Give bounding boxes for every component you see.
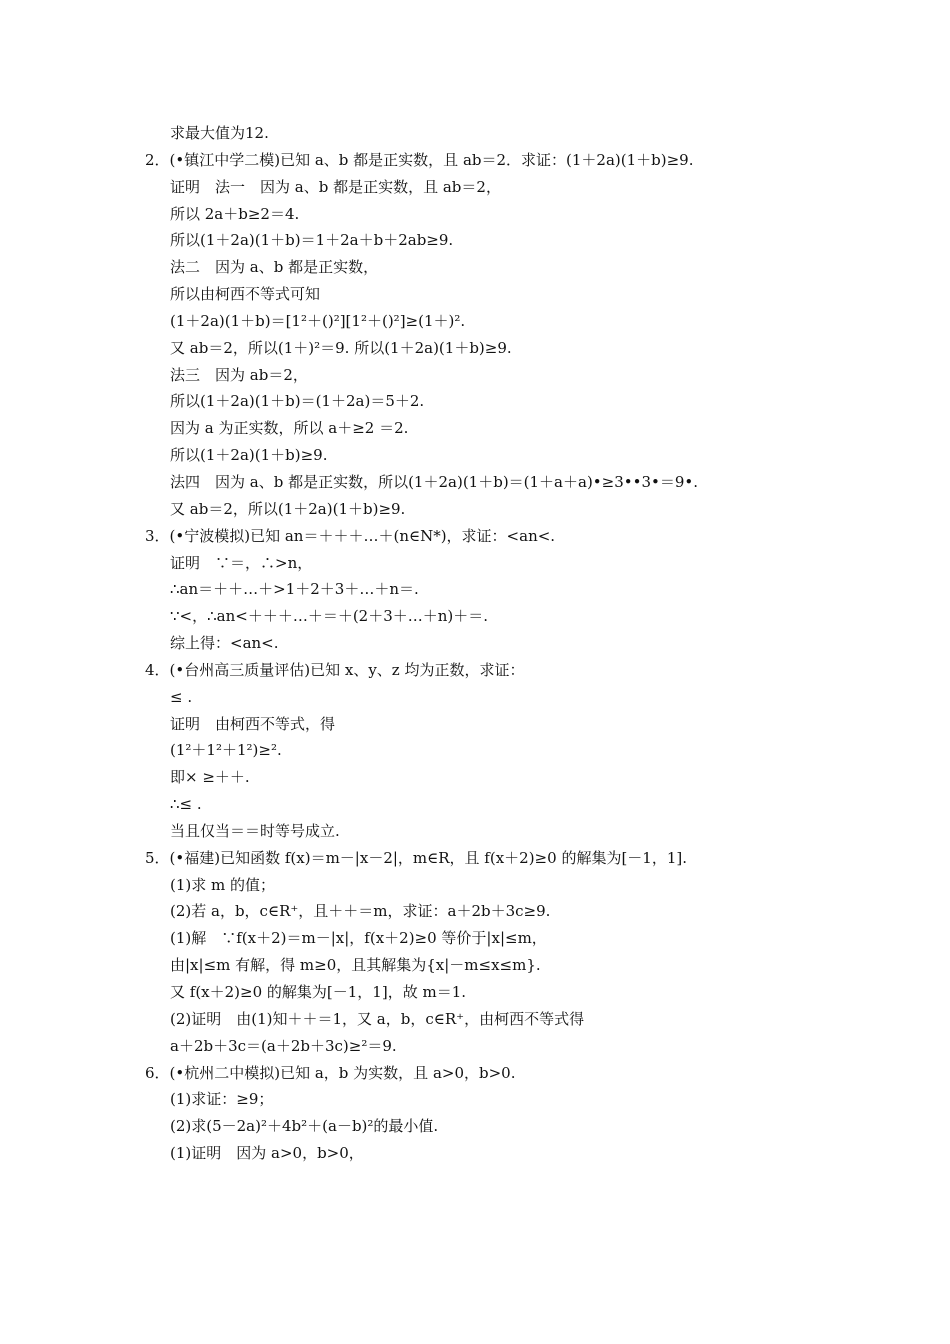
- text-line: 求最大值为12.: [170, 124, 269, 142]
- text-line: (1²＋1²＋1²)≥².: [170, 741, 282, 760]
- text-line: 即× ≥＋＋.: [170, 768, 250, 787]
- text-line: 法二 因为 a、b 都是正实数，: [170, 258, 379, 277]
- text-line: 又 ab＝2，所以(1＋)²＝9. 所以(1＋2a)(1＋b)≥9.: [170, 338, 512, 357]
- problem-heading: 5．(•福建)已知函数 f(x)＝m－|x－2|，m∈R，且 f(x＋2)≥0 的解集为[－1，1].: [145, 848, 688, 867]
- text-line: 当且仅当＝＝时等号成立.: [170, 821, 340, 840]
- text-line: 综上得：<an<.: [170, 634, 279, 653]
- text-line: 所以(1＋2a)(1＋b)＝1＋2a＋b＋2ab≥9.: [170, 231, 454, 250]
- text-line: 又 ab＝2，所以(1＋2a)(1＋b)≥9.: [170, 499, 406, 518]
- document-body: [145, 120, 890, 1167]
- text-line: (1)解 ∵f(x＋2)＝m－|x|，f(x＋2)≥0 等价于|x|≤m，: [170, 929, 547, 948]
- text-line: (2)求(5－2a)²＋4b²＋(a－b)²的最小值.: [170, 1117, 439, 1136]
- text-line: a＋2b＋3c＝(a＋2b＋3c)≥²＝9.: [170, 1036, 397, 1055]
- text-line: 证明 法一 因为 a、b 都是正实数，且 ab＝2，: [170, 177, 501, 196]
- text-line: ≤ .: [170, 687, 193, 706]
- text-line: ∵<，∴an<＋＋＋…＋＝＋(2＋3＋…＋n)＋＝.: [170, 607, 489, 626]
- text-line: (2)证明 由(1)知＋＋＝1，又 a，b，c∈R⁺，由柯西不等式得: [170, 1009, 585, 1028]
- text-line: 所以 2a＋b≥2＝4.: [170, 204, 300, 223]
- text-line: 所以(1＋2a)(1＋b)≥9.: [170, 446, 328, 465]
- text-line: (1)求证：≥9；: [170, 1090, 274, 1109]
- text-line: 所以(1＋2a)(1＋b)＝(1＋2a)＝5＋2.: [170, 392, 425, 411]
- text-line: (1＋2a)(1＋b)＝[1²＋()²][1²＋()²]≥(1＋)².: [170, 311, 466, 330]
- text-line: 证明 由柯西不等式，得: [170, 714, 336, 733]
- text-line: (1)证明 因为 a>0，b>0，: [170, 1144, 364, 1163]
- text-line: 由|x|≤m 有解，得 m≥0，且其解集为{x|－m≤x≤m}.: [170, 956, 541, 975]
- text-line: ∴an＝＋＋…＋>1＋2＋3＋…＋n＝.: [170, 580, 419, 599]
- text-line: 法三 因为 ab＝2，: [170, 365, 308, 384]
- problem-heading: 6．(•杭州二中模拟)已知 a，b 为实数，且 a>0，b>0.: [145, 1063, 516, 1082]
- text-line: 所以由柯西不等式可知: [170, 285, 321, 304]
- problem-heading: 4．(•台州高三质量评估)已知 x、y、z 均为正数，求证：: [145, 660, 525, 679]
- problem-heading: 2．(•镇江中学二模)已知 a、b 都是正实数，且 ab＝2．求证：(1＋2a)(1＋b)≥9.: [145, 150, 694, 169]
- text-line: 因为 a 为正实数，所以 a＋≥2 ＝2.: [170, 419, 409, 438]
- text-line: (2)若 a，b，c∈R⁺，且＋＋＝m，求证：a＋2b＋3c≥9.: [170, 902, 551, 921]
- text-line: 法四 因为 a、b 都是正实数，所以(1＋2a)(1＋b)＝(1＋a＋a)•≥3••3•＝9•.: [170, 472, 699, 491]
- text-line: (1)求 m 的值；: [170, 875, 276, 894]
- text-line: 又 f(x＋2)≥0 的解集为[－1，1]，故 m＝1.: [170, 983, 467, 1001]
- problem-heading: 3．(•宁波模拟)已知 an＝＋＋＋…＋(n∈N*)，求证：<an<.: [145, 526, 556, 545]
- text-line: ∴≤ .: [170, 795, 202, 814]
- text-line: 证明 ∵＝，∴>n，: [170, 553, 313, 572]
